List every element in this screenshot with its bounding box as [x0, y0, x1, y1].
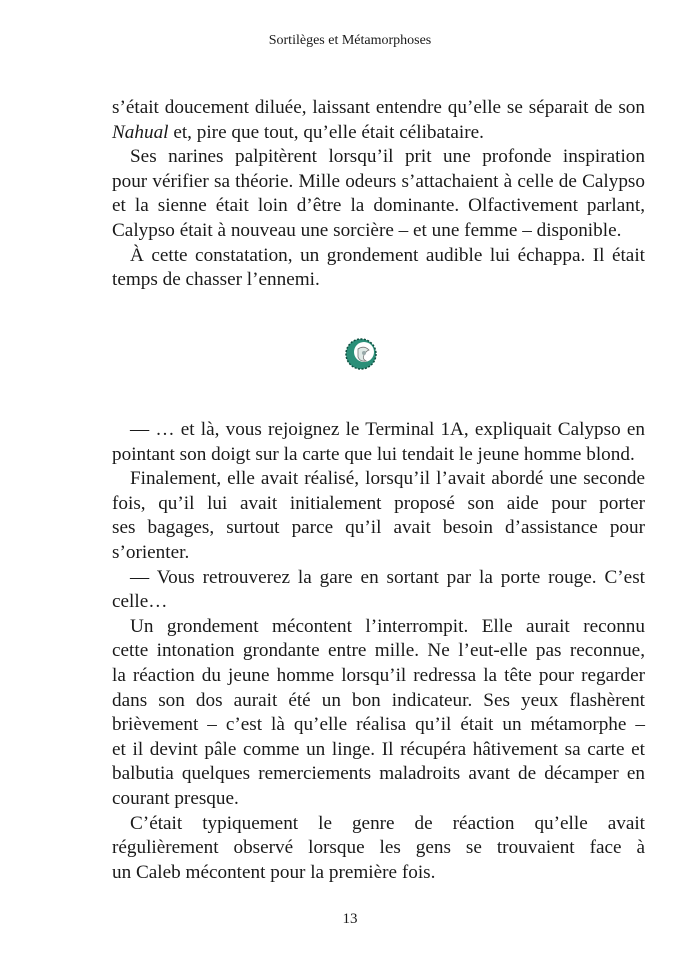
line-text: la réaction du jeune homme lorsqu’il redressa la tête pour regarder [112, 664, 645, 686]
line-text: et il devint pâle comme un linge. Il récupéra hâtivement sa carte et [112, 738, 645, 760]
line-text: cette intonation grondante entre mille. Ne l’eut-elle pas reconnue, [112, 640, 645, 662]
text-line [112, 689, 645, 714]
text-line [112, 96, 645, 121]
line-text: pour vérifier sa théorie. Mille odeurs s’attachaient à celle de Calypso [112, 170, 645, 192]
text-line [112, 516, 645, 541]
text-line [112, 268, 645, 293]
text-line [112, 418, 645, 443]
text-line [112, 492, 645, 517]
line-text: — Vous retrouverez la gare en sortant par la porte rouge. C’est [130, 566, 645, 588]
text-line [112, 639, 645, 664]
line-text: et la sienne était loin d’être la dominante. Olfactivement parlant, [112, 195, 645, 217]
line-text: Calypso était à nouveau une sorcière – et une femme – disponible. [112, 219, 622, 241]
text-line [112, 861, 645, 886]
line-text: courant presque. [112, 787, 239, 809]
line-text: balbutia quelques remerciements maladroits avant de décamper en [112, 763, 645, 785]
line-text: C’était typiquement le genre de réaction qu’elle avait [130, 812, 645, 834]
line-text: Ses narines palpitèrent lorsqu’il prit une profonde inspiration [130, 146, 645, 168]
line-text: celle… [112, 591, 168, 613]
line-text: et, pire que tout, qu’elle était célibataire. [168, 121, 484, 143]
line-text: un Caleb mécontent pour la première fois. [112, 861, 436, 883]
text-line [112, 219, 645, 244]
line-text: Un grondement mécontent l’interrompit. Elle aurait reconnu [130, 615, 645, 637]
body-text-section-1 [112, 96, 645, 293]
text-line [112, 145, 645, 170]
italic-word: Nahual [112, 121, 169, 143]
line-text: fois, qu’il lui avait initialement proposé son aide pour porter [112, 492, 645, 514]
scene-break-ornament-icon [344, 337, 378, 371]
line-text: régulièrement observé lorsque les gens se trouvaient face à [112, 837, 645, 859]
text-line [112, 244, 645, 269]
text-line [112, 664, 645, 689]
line-text: dans son dos aurait été un bon indicateur. Ses yeux flashèrent [112, 689, 645, 711]
text-line [112, 762, 645, 787]
text-line [112, 541, 645, 566]
text-line [112, 121, 645, 146]
text-line [112, 787, 645, 812]
text-line [112, 812, 645, 837]
running-header: Sortilèges et Métamorphoses [268, 33, 432, 48]
line-text: ses bagages, surtout parce qu’il avait besoin d’assistance pour [112, 517, 645, 539]
text-line [112, 590, 645, 615]
text-line [112, 467, 645, 492]
text-line [112, 443, 645, 468]
text-line [112, 615, 645, 640]
line-text: brièvement – c’est là qu’elle réalisa qu’il était un métamorphe – [112, 714, 645, 736]
text-line [112, 738, 645, 763]
line-text: pointant son doigt sur la carte que lui tendait le jeune homme blond. [112, 443, 635, 465]
line-text: temps de chasser l’ennemi. [112, 269, 320, 291]
line-text: s’était doucement diluée, laissant entendre qu’elle se séparait de son [112, 97, 645, 118]
line-text: s’orienter. [112, 541, 190, 563]
text-line [112, 170, 645, 195]
page-number: 13 [342, 911, 358, 927]
text-line [112, 836, 645, 861]
text-line [112, 566, 645, 591]
body-text-section-2 [112, 418, 645, 885]
text-line [112, 713, 645, 738]
line-text: Finalement, elle avait réalisé, lorsqu’il l’avait abordé une seconde [130, 468, 645, 490]
line-text: — … et là, vous rejoignez le Terminal 1A, expliquait Calypso en [130, 419, 645, 440]
text-line [112, 194, 645, 219]
line-text: À cette constatation, un grondement audible lui échappa. Il était [130, 244, 645, 266]
